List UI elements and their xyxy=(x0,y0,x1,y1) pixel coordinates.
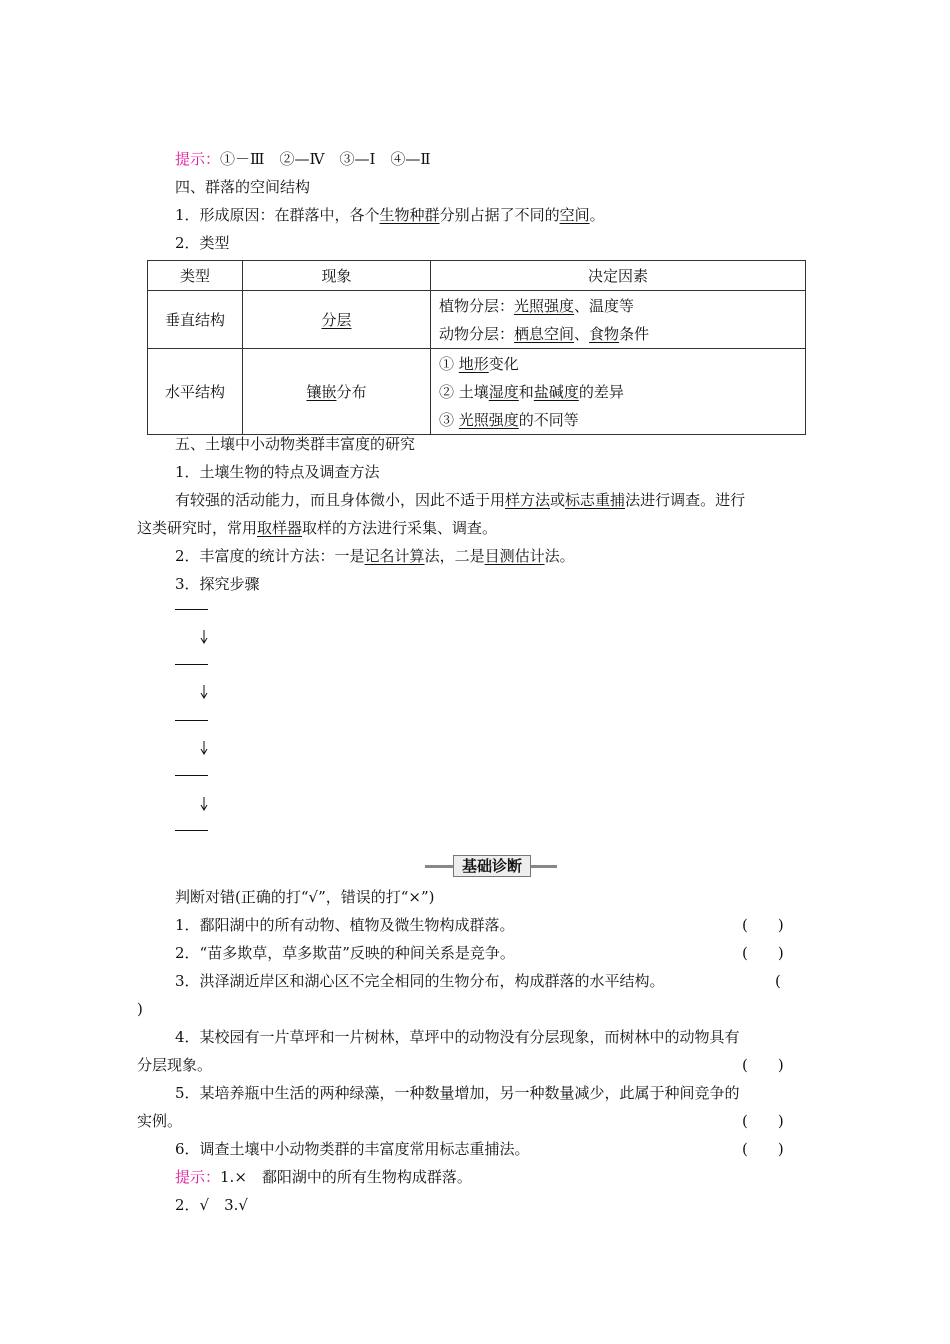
arrow-down-icon xyxy=(200,685,208,699)
badge-bar-right xyxy=(531,865,557,868)
text: 动物分层： xyxy=(439,324,515,343)
arrow-down-icon xyxy=(200,797,208,811)
row2-factors xyxy=(431,349,806,435)
answer-paren-open: ( xyxy=(775,972,781,990)
answer-underline: 盐碱度 xyxy=(533,382,579,401)
row1-type: 垂直结构 xyxy=(148,291,243,349)
text: 法进行调查。进行 xyxy=(625,491,746,509)
answer-underline: 空间 xyxy=(559,206,590,224)
section-4-p2: 2．类型 xyxy=(175,234,230,252)
row2-phenomenon xyxy=(243,349,431,435)
text: 或 xyxy=(550,491,566,509)
text: 、温度等 xyxy=(574,296,635,315)
section-5-p1: 1．土壤生物的特点及调查方法 xyxy=(175,463,380,481)
header-phenomenon: 现象 xyxy=(243,261,431,291)
text: 2．丰富度的统计方法：一是 xyxy=(175,547,365,565)
text: 、 xyxy=(574,324,590,343)
header-factors: 决定因素 xyxy=(431,261,806,291)
table-row xyxy=(148,349,806,435)
text: 法。 xyxy=(544,547,575,565)
blank-step-line xyxy=(175,775,208,776)
answer-underline: 镶嵌 xyxy=(306,383,337,401)
question-6: 6．调查土壤中小动物类群的丰富度常用标志重捕法。 xyxy=(175,1140,530,1158)
answer-underline: 栖息空间 xyxy=(514,324,575,343)
factor-line xyxy=(431,320,805,348)
row2-type: 水平结构 xyxy=(148,349,243,435)
text: 和 xyxy=(518,382,534,401)
section-badge xyxy=(425,855,557,877)
answer-paren: ( ) xyxy=(742,916,784,934)
header-type: 类型 xyxy=(148,261,243,291)
question-2: 2．“苗多欺草，草多欺苗”反映的种间关系是竞争。 xyxy=(175,944,515,962)
row1-factors xyxy=(431,291,806,349)
text: 的不同等 xyxy=(518,410,579,429)
answer-underline: 取样器 xyxy=(257,519,303,537)
text: 分布 xyxy=(336,383,367,401)
badge-label: 基础诊断 xyxy=(453,855,531,877)
factor-line xyxy=(431,350,805,378)
text: 变化 xyxy=(488,354,519,373)
hint-line xyxy=(175,149,431,169)
answer-paren: ( ) xyxy=(742,1112,784,1130)
judge-intro: 判断对错(正确的打“√”，错误的打“×”) xyxy=(175,888,435,906)
factor-line xyxy=(431,378,805,406)
row1-phenomenon xyxy=(243,291,431,349)
answer-underline: 标志重捕 xyxy=(565,491,626,509)
table-header-row xyxy=(148,261,806,291)
text: ① xyxy=(439,354,459,373)
text: 分别占据了不同的 xyxy=(439,206,560,224)
text: 有较强的活动能力，而且身体微小，因此不适于用 xyxy=(175,491,506,509)
answer-paren-close: ) xyxy=(137,1000,143,1018)
answer-underline: 食物 xyxy=(589,324,620,343)
hint-label: 提示： xyxy=(175,1168,221,1186)
hint-text: ①－Ⅲ ②—Ⅳ ③—Ⅰ ④—Ⅱ xyxy=(220,150,431,168)
hint-label: 提示： xyxy=(175,150,221,168)
question-5-line-2: 实例。 xyxy=(137,1112,183,1130)
answer-underline: 地形 xyxy=(458,354,489,373)
question-4-line-2: 分层现象。 xyxy=(137,1056,213,1074)
question-5-line-1: 5．某培养瓶中生活的两种绿藻，一种数量增加，另一种数量减少，此属于种间竞争的 xyxy=(175,1084,740,1102)
text: 1．形成原因：在群落中，各个 xyxy=(175,206,380,224)
text: 条件 xyxy=(619,324,650,343)
arrow-down-icon xyxy=(200,630,208,644)
factor-line xyxy=(431,292,805,320)
blank-step-line xyxy=(175,664,208,665)
answer-underline: 生物种群 xyxy=(379,206,440,224)
arrow-down-icon xyxy=(200,741,208,755)
answer-underline: 分层 xyxy=(321,311,352,329)
blank-step-line xyxy=(175,720,208,721)
blank-step-line xyxy=(175,609,208,610)
answer-underline: 样方法 xyxy=(505,491,551,509)
section-4-title: 四、群落的空间结构 xyxy=(175,178,311,196)
table-row xyxy=(148,291,806,349)
hint-line xyxy=(175,1167,472,1187)
text: 的差异 xyxy=(578,382,624,401)
section-5-title: 五、土壤中小动物类群丰富度的研究 xyxy=(175,435,416,453)
factor-line xyxy=(431,406,805,434)
text: 这类研究时，常用 xyxy=(137,519,258,537)
section-5-p3 xyxy=(137,518,497,538)
structure-table xyxy=(147,260,806,435)
question-1: 1．鄱阳湖中的所有动物、植物及微生物构成群落。 xyxy=(175,916,515,934)
section-4-p1 xyxy=(175,205,605,225)
section-5-p5: 3．探究步骤 xyxy=(175,575,260,593)
text: 法，二是 xyxy=(424,547,485,565)
text: ③ xyxy=(439,410,459,429)
question-4-line-1: 4．某校园有一片草坪和一片树林，草坪中的动物没有分层现象，而树林中的动物具有 xyxy=(175,1028,740,1046)
hint-line-2: 2．√ 3.√ xyxy=(175,1196,248,1214)
answer-underline: 光照强度 xyxy=(458,410,519,429)
answer-underline: 湿度 xyxy=(488,382,519,401)
text: 植物分层： xyxy=(439,296,515,315)
answer-underline: 记名计算 xyxy=(364,547,425,565)
text: 取样的方法进行采集、调查。 xyxy=(302,519,498,537)
answer-paren: ( ) xyxy=(742,944,784,962)
text: ② 土壤 xyxy=(439,382,489,401)
section-5-p4 xyxy=(175,546,575,566)
answer-underline: 光照强度 xyxy=(514,296,575,315)
text: 。 xyxy=(589,206,605,224)
answer-underline: 目测估计 xyxy=(484,547,545,565)
blank-step-line xyxy=(175,830,208,831)
section-5-p2 xyxy=(175,490,745,510)
hint-text: 1.× 鄱阳湖中的所有生物构成群落。 xyxy=(220,1168,472,1186)
answer-paren: ( ) xyxy=(742,1140,784,1158)
answer-paren: ( ) xyxy=(742,1056,784,1074)
question-3: 3．洪泽湖近岸区和湖心区不完全相同的生物分布，构成群落的水平结构。 xyxy=(175,972,665,990)
badge-bar-left xyxy=(425,865,453,868)
